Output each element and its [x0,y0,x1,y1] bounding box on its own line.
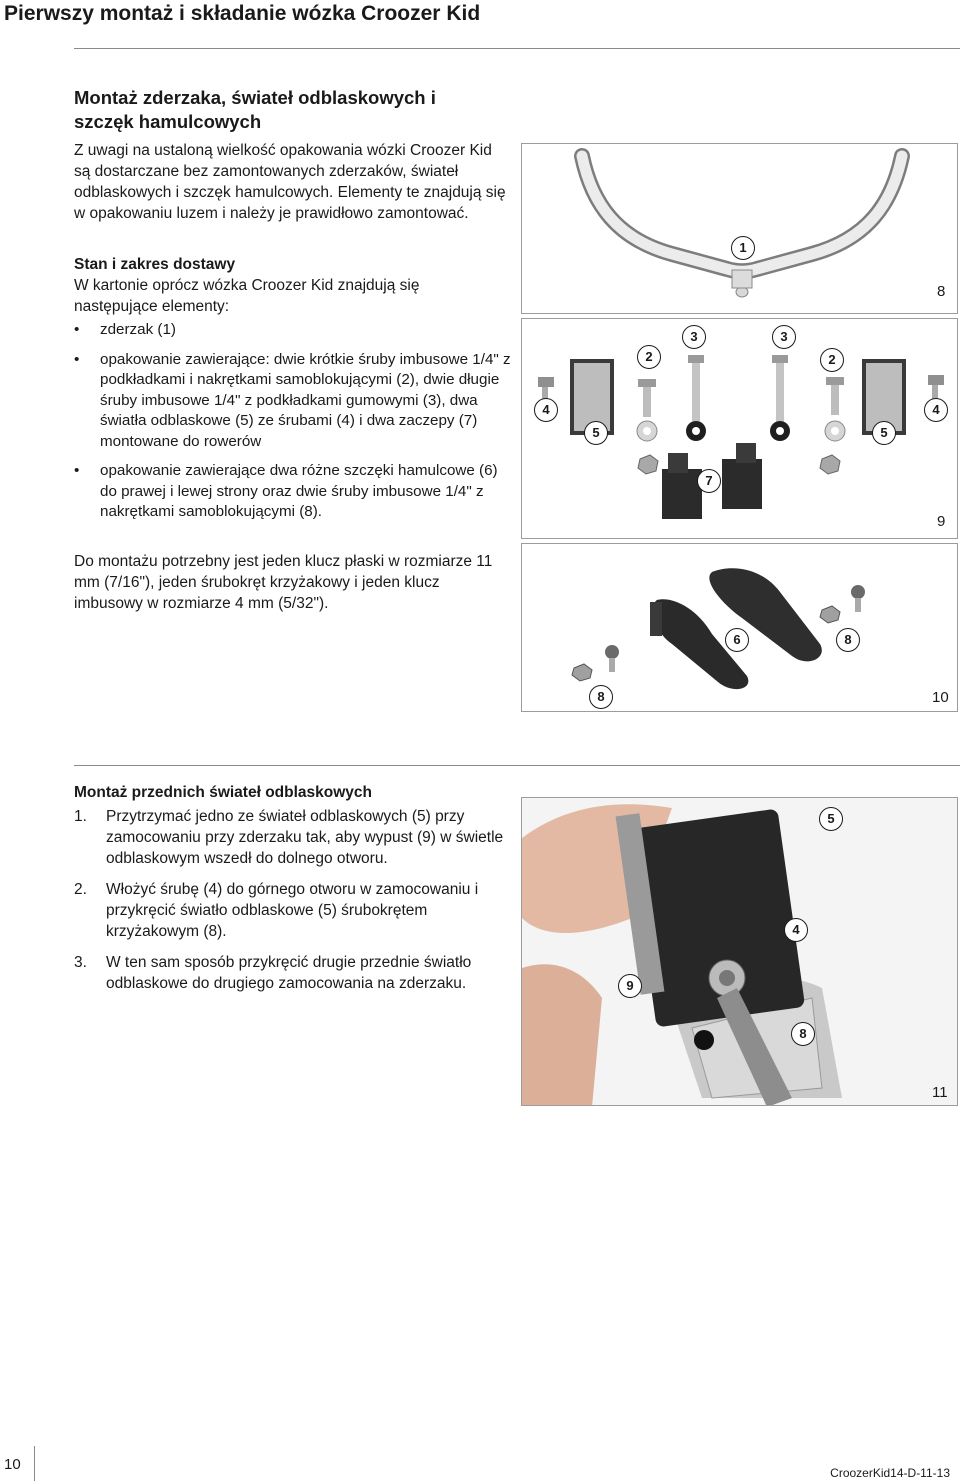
step-text: Włożyć śrubę (4) do górnego otworu w zamocowaniu i przykręcić światło odblaskowe (5) śrubokrętem krzyżakowym (8). [106,881,479,940]
bumper-illustration [522,144,958,314]
mounting-illustration [522,798,958,1106]
callout-8: 8 [791,1022,815,1046]
callout-4-left: 4 [534,398,558,422]
figure-10-brake-shoes [521,543,958,712]
callout-8-left: 8 [589,685,613,709]
figure-11-mounting-photo [521,797,958,1106]
figure-number-8: 8 [937,283,946,300]
step-item [74,952,514,994]
figure-number-10: 10 [932,689,949,706]
list-item-text: zderzak (1) [100,321,176,338]
step-number: 2. [74,881,87,898]
callout-6: 6 [725,628,749,652]
intro-paragraph: Z uwagi na ustaloną wielkość opakowania wózki Croozer Kid są dostarczane bez zamontowanych zderzaków, świateł odblaskowych i szczęk hamulcowych. Elementy te znajdują się w opakowaniu luzem i należy je prawidłowo zamontować. [74,142,506,222]
list-item-text: opakowanie zawierające: dwie krótkie śruby imbusowe 1/4" z podkładkami i nakrętkami samoblokującymi (2), dwie długie śruby imbusowe 1/4" z podkładkami gumowymi (3), dwa światła odblaskowe (5) ze śrubami (4) i dwa zaczepy (7) montowane do rowerów [100,350,511,450]
callout-2-left: 2 [637,345,661,369]
figure-number-9: 9 [937,513,946,530]
delivery-items-list [74,320,514,532]
callout-7: 7 [697,469,721,493]
callout-8-right: 8 [836,628,860,652]
section-title-reflectors: Montaż przednich świateł odblaskowych [74,784,372,801]
callout-5-left: 5 [584,421,608,445]
callout-5: 5 [819,807,843,831]
bullet: • [74,350,80,368]
list-item [74,350,514,453]
tools-paragraph: Do montażu potrzebny jest jeden klucz płaski w rozmiarze 11 mm (7/16"), jeden śrubokręt krzyżakowy i jeden klucz imbusowy w rozmiarze 4 mm (5/32"). [74,553,493,612]
page-number: 10 [4,1456,21,1473]
callout-9: 9 [618,974,642,998]
step-number: 1. [74,808,87,825]
delivery-subheading: Stan i zakres dostawy [74,256,236,273]
step-number: 3. [74,954,87,971]
callout-3-left: 3 [682,325,706,349]
list-item [74,461,514,523]
callout-4-right: 4 [924,398,948,422]
callout-4: 4 [784,918,808,942]
callout-2-right: 2 [820,348,844,372]
step-item [74,806,514,869]
figure-8-bumper [521,143,958,314]
assembly-steps [74,806,514,1004]
figure-number-11: 11 [932,1084,948,1101]
bullet: • [74,321,80,338]
page-header-title: Pierwszy montaż i składanie wózka Croozer Kid [4,2,481,25]
list-item [74,320,514,341]
delivery-paragraph: W kartonie oprócz wózka Croozer Kid znajdują się następujące elementy: [74,277,420,315]
footer-divider [34,1446,35,1481]
section-title-assembly: Montaż zderzaka, świateł odblaskowych i szczęk hamulcowych [74,87,436,132]
callout-3-right: 3 [772,325,796,349]
document-code: CroozerKid14-D-11-13 [830,1466,950,1480]
figure-9-parts [521,318,958,539]
step-text: W ten sam sposób przykręcić drugie przednie światło odblaskowe do drugiego zamocowania na zderzaku. [106,954,472,992]
step-item [74,879,514,942]
callout-5-right: 5 [872,421,896,445]
bullet: • [74,462,80,479]
section-rule [74,765,960,766]
list-item-text: opakowanie zawierające dwa różne szczęki hamulcowe (6) do prawej i lewej strony oraz dwie śruby imbusowe 1/4" z nakrętkami samoblokującymi (8). [100,462,498,520]
callout-1: 1 [731,236,755,260]
step-text: Przytrzymać jedno ze świateł odblaskowych (5) przy zamocowaniu przy zderzaku tak, aby wypust (9) w świetle odblaskowym wszedł do dolnego otworu. [106,808,504,867]
header-rule [74,48,960,49]
